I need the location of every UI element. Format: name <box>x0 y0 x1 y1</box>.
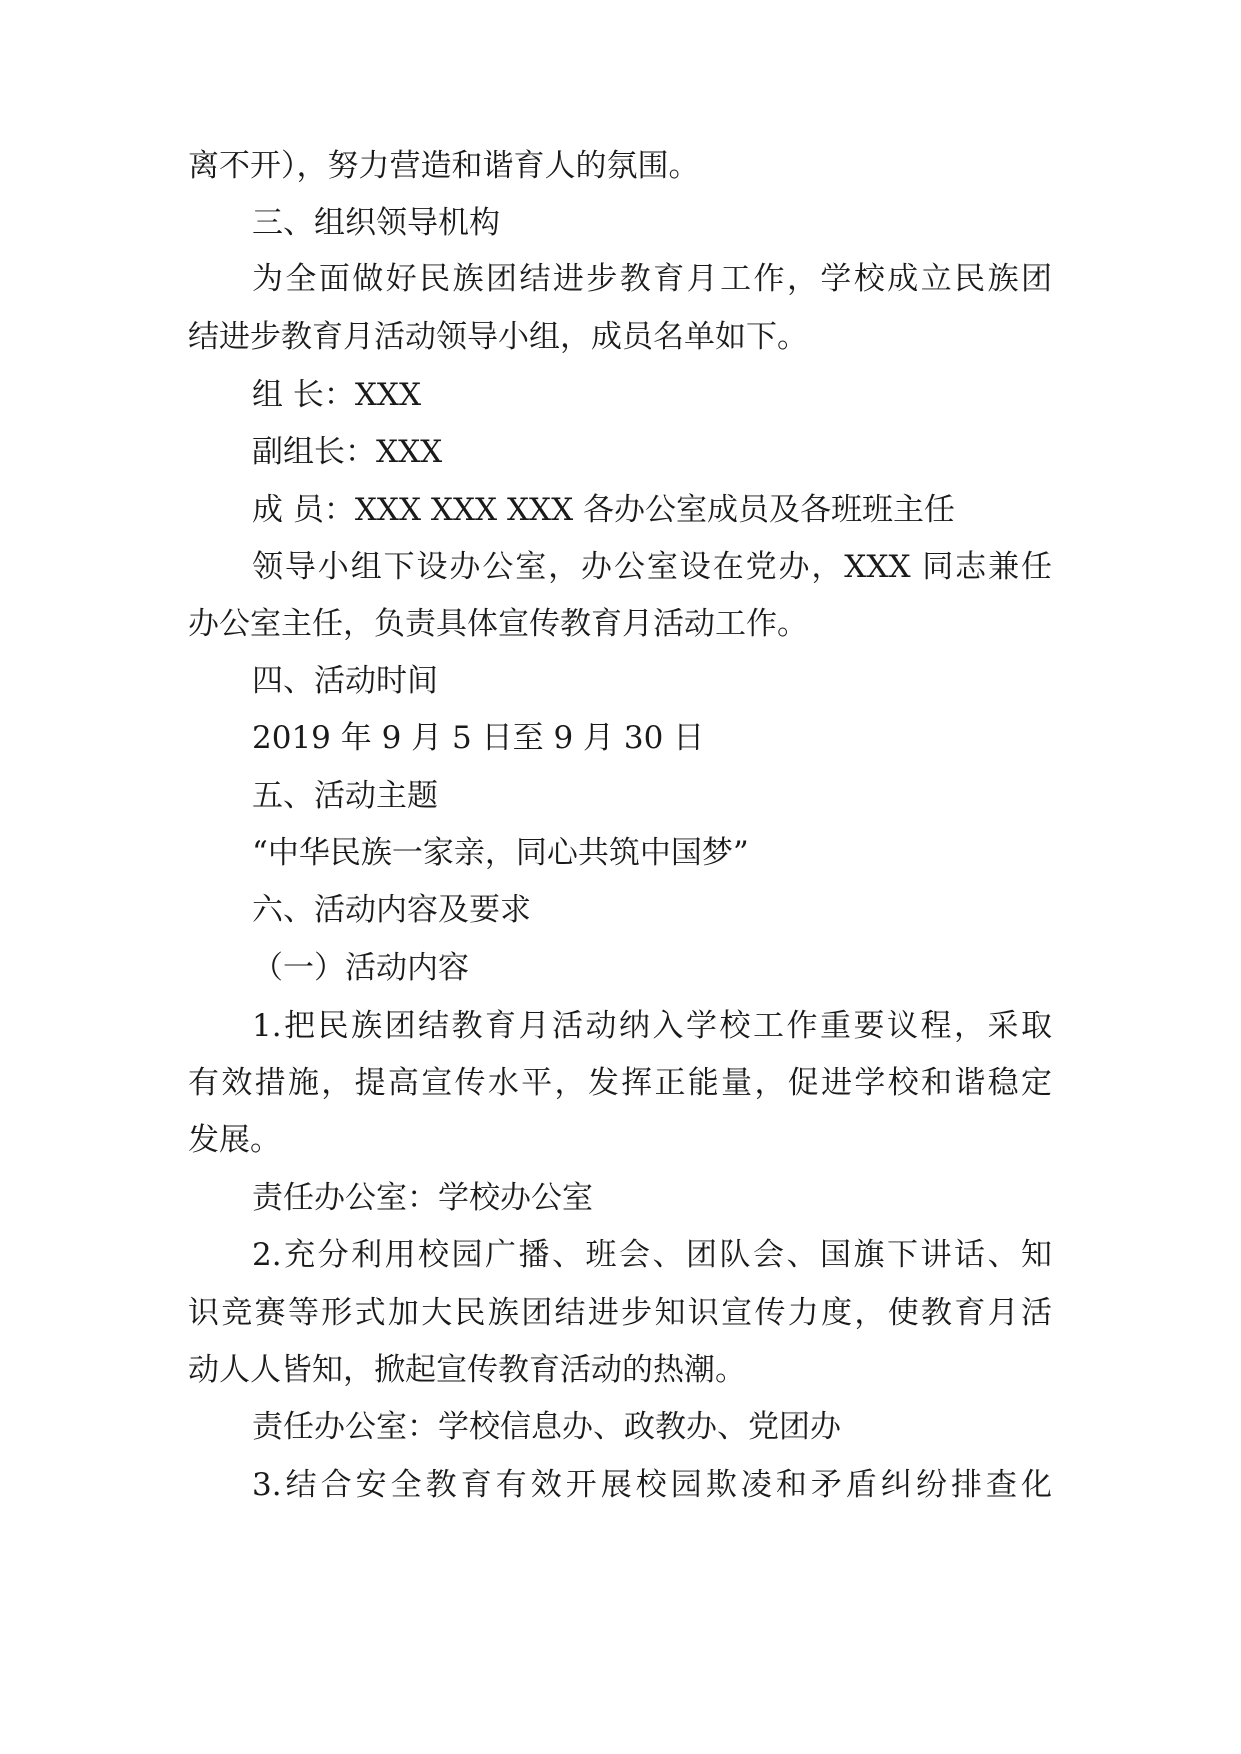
text-line: 为全面做好民族团结进步教育月工作，学校成立民族团 <box>252 261 1052 297</box>
text-line: 组 长：XXX <box>252 377 422 413</box>
text-line: 3.结合安全教育有效开展校园欺凌和矛盾纠纷排查化 <box>252 1467 1052 1503</box>
text-line: 动人人皆知，掀起宣传教育活动的热潮。 <box>188 1352 746 1388</box>
text-line: 成 员：XXX XXX XXX 各办公室成员及各班班主任 <box>252 492 956 528</box>
text-line: 2019 年 9 月 5 日至 9 月 30 日 <box>252 720 705 756</box>
text-line: 责任办公室：学校信息办、政教办、党团办 <box>252 1409 841 1445</box>
section-heading: 四、活动时间 <box>252 663 438 699</box>
subsection-heading: （一）活动内容 <box>252 950 469 986</box>
text-line: 2.充分利用校园广播、班会、团队会、国旗下讲话、知 <box>252 1237 1052 1273</box>
text-line: 责任办公室：学校办公室 <box>252 1180 593 1216</box>
text-line: 离不开），努力营造和谐育人的氛围。 <box>188 148 700 184</box>
section-heading: 三、组织领导机构 <box>252 205 500 241</box>
section-heading: 六、活动内容及要求 <box>252 892 531 928</box>
text-line: 1.把民族团结教育月活动纳入学校工作重要议程，采取 <box>252 1008 1052 1044</box>
section-heading: 五、活动主题 <box>252 778 438 814</box>
text-line: 识竞赛等形式加大民族团结进步知识宣传力度，使教育月活 <box>188 1295 1052 1331</box>
text-line: 副组长：XXX <box>252 434 443 470</box>
text-line: 有效措施，提高宣传水平，发挥正能量，促进学校和谐稳定 <box>188 1065 1052 1101</box>
text-line: 结进步教育月活动领导小组，成员名单如下。 <box>188 319 808 355</box>
text-line: 领导小组下设办公室，办公室设在党办，XXX 同志兼任 <box>252 549 1052 585</box>
text-line: “中华民族一家亲，同心共筑中国梦” <box>252 835 749 871</box>
text-line: 发展。 <box>188 1122 281 1158</box>
text-line: 办公室主任，负责具体宣传教育月活动工作。 <box>188 606 808 642</box>
